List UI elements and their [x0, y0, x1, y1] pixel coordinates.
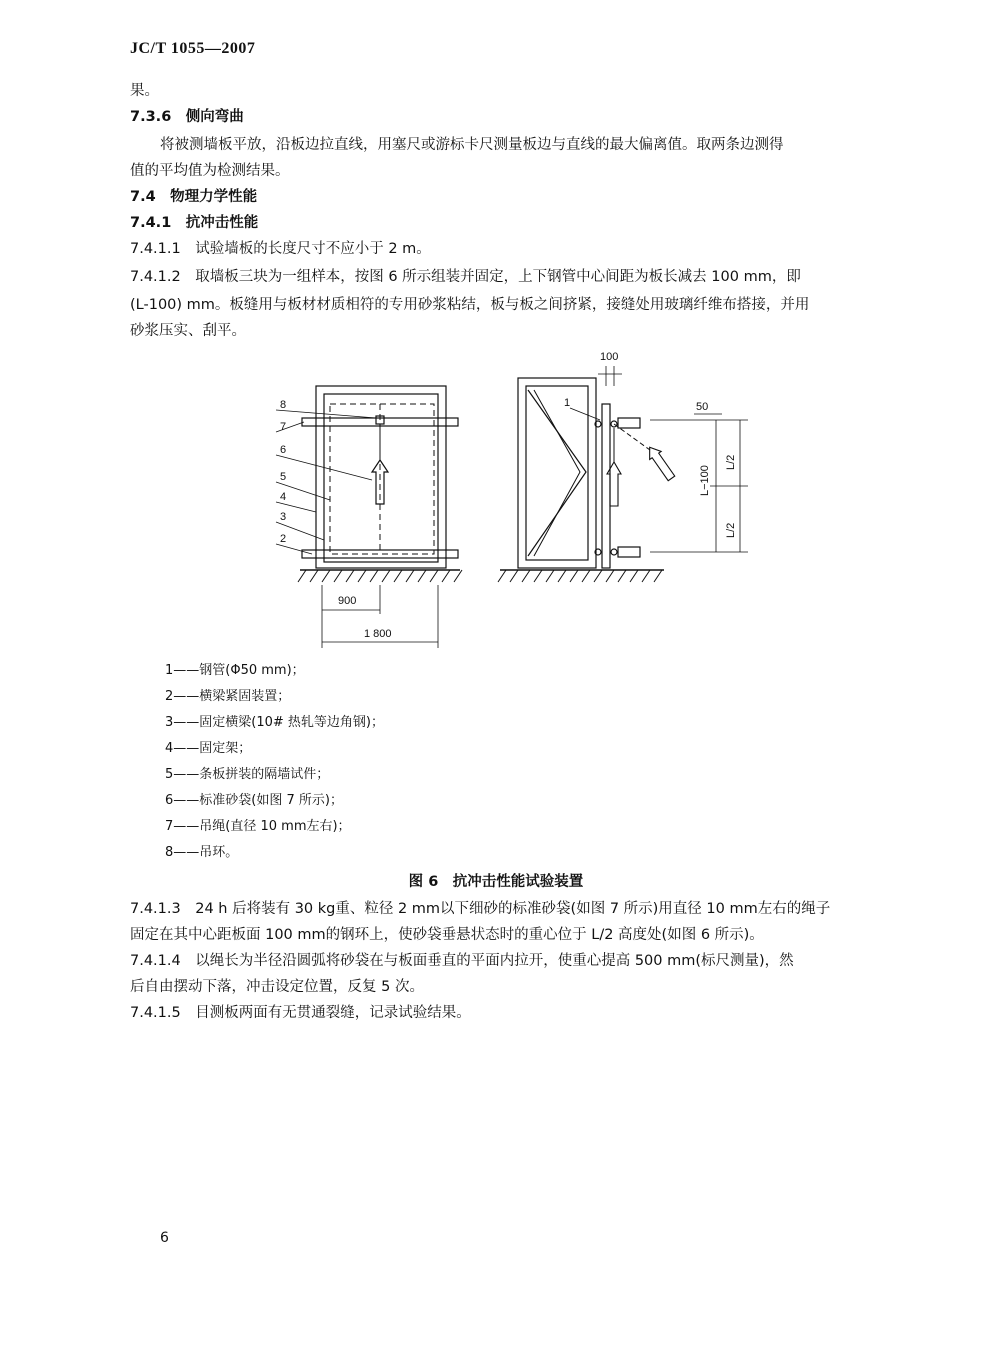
dim-50: 50	[696, 401, 709, 413]
clause-7-4-1-4-line1: 7.4.1.4 以绳长为半径沿圆弧将砂袋在与板面垂直的平面内拉开，使重心提高 500 mm(标尺测量)，然	[130, 953, 794, 969]
label-4: 4	[280, 491, 287, 503]
paragraph-lateral-bending-2: 值的平均值为检测结果。	[130, 163, 290, 179]
top-bracket	[618, 418, 640, 428]
dim-L-100: L−100	[699, 465, 711, 496]
legend-item-2: 2——横梁紧固装置；	[165, 689, 291, 704]
label-8: 8	[280, 399, 287, 411]
dim-L2-bottom: L/2	[725, 522, 737, 538]
paragraph-continuation: 果。	[130, 83, 159, 99]
label-2: 2	[280, 533, 287, 545]
side-wall-panel	[602, 404, 610, 568]
dim-1800: 1 800	[364, 628, 392, 640]
label-3: 3	[280, 511, 287, 523]
clause-7-4-1-3-line1: 7.4.1.3 24 h 后将装有 30 kg重、粒径 2 mm以下细砂的标准砂袋(如图 7 所示)用直径 10 mm左右的绳子	[130, 901, 831, 917]
side-sandbag-rest	[607, 462, 621, 506]
clause-7-4-1-4-line2: 后自由摆动下落，冲击设定位置，反复 5 次。	[130, 979, 424, 995]
clause-7-4-1-2-line2: (L-100) mm。板缝用与板材材质相符的专用砂浆粘结，板与板之间挤紧，接缝处用玻璃纤维布搭接，并用	[130, 297, 810, 313]
steel-pipe-bottom-front	[611, 549, 617, 555]
label-leaders	[276, 410, 376, 554]
legend-item-1: 1——钢管(Φ50 mm)；	[165, 663, 305, 678]
section-heading-7-4-1: 7.4.1 抗冲击性能	[130, 215, 259, 231]
clause-7-4-1-2-line1: 7.4.1.2 取墙板三块为一组样本，按图 6 所示组装并固定，上下钢管中心间距为板长减去 100 mm，即	[130, 269, 801, 285]
legend-item-5: 5——条板拼装的隔墙试件；	[165, 767, 330, 782]
paragraph-lateral-bending-1: 将被测墙板平放，沿板边拉直线，用塞尺或游标卡尺测量板边与直线的最大偏离值。取两条边测得	[160, 137, 784, 153]
figure-caption: 图 6 抗冲击性能试验装置	[408, 874, 584, 890]
figure-6-diagram	[0, 340, 992, 660]
dim-L2-top: L/2	[725, 454, 737, 470]
bottom-bracket	[618, 547, 640, 557]
legend-item-3: 3——固定横梁(10# 热轧等边角钢)；	[165, 715, 384, 730]
side-ground-hatch	[498, 570, 662, 582]
clause-7-4-1-2-line3: 砂浆压实、刮平。	[130, 323, 246, 339]
diagonal-brace-1	[528, 390, 586, 556]
legend-item-7: 7——吊绳(直径 10 mm左右)；	[165, 819, 351, 834]
legend-item-6: 6——标准砂袋(如图 7 所示)；	[165, 793, 343, 808]
clause-7-4-1-5: 7.4.1.5 目测板两面有无贯通裂缝，记录试验结果。	[130, 1005, 471, 1021]
dim-900: 900	[338, 595, 357, 607]
document-code: JC/T 1055—2007	[130, 40, 256, 57]
ground-hatch	[298, 570, 462, 582]
diagonal-brace-2	[534, 390, 580, 556]
dim-100-lines	[598, 366, 622, 386]
section-heading-7-3-6: 7.3.6 侧向弯曲	[130, 109, 244, 125]
label-5: 5	[280, 471, 287, 483]
section-heading-7-4: 7.4 物理力学性能	[130, 189, 258, 205]
page-number: 6	[160, 1230, 169, 1246]
fixed-frame	[316, 386, 446, 568]
label-6: 6	[280, 444, 287, 456]
front-view	[276, 386, 462, 648]
clause-7-4-1-1: 7.4.1.1 试验墙板的长度尺寸不应小于 2 m。	[130, 241, 431, 257]
legend-item-4: 4——固定架；	[165, 741, 252, 756]
label-1: 1	[564, 397, 571, 409]
label-7: 7	[280, 421, 287, 433]
side-frame-inner	[526, 386, 588, 560]
side-view	[498, 351, 748, 582]
wall-panel	[324, 394, 438, 562]
side-fixed-frame	[518, 378, 596, 568]
dim-100: 100	[600, 351, 619, 363]
legend-item-8: 8——吊环。	[165, 845, 239, 860]
clause-7-4-1-3-line2: 固定在其中心距板面 100 mm的钢环上，使砂袋垂悬状态时的重心位于 L/2 高度处(如图 6 所示)。	[130, 927, 764, 943]
